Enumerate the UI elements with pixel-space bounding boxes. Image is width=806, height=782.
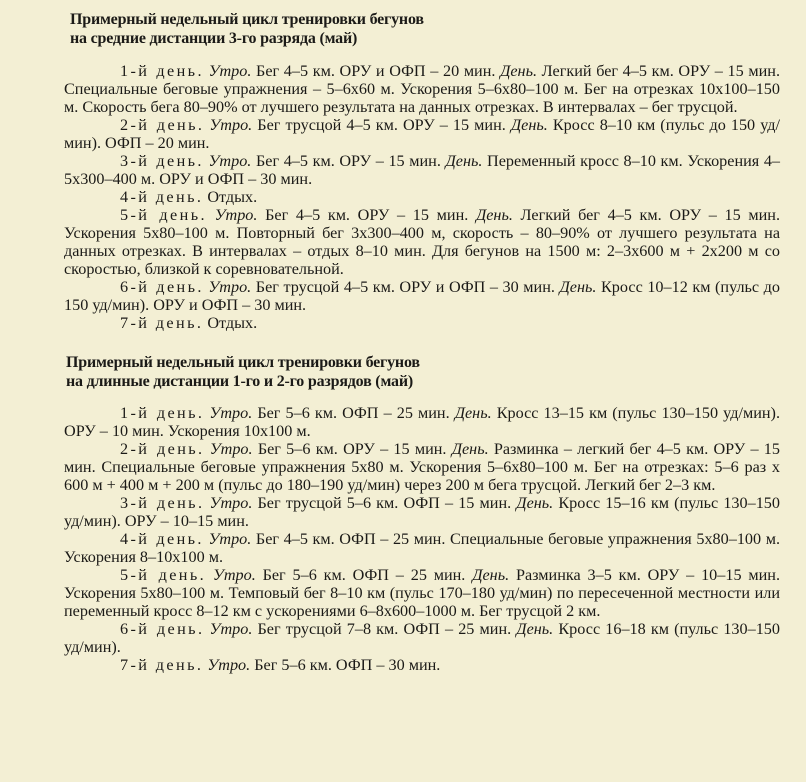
day-paragraph [64,314,780,332]
workout-text: Бег трусцой 4–5 км. ОРУ – 15 мин. [252,116,511,134]
workout-text: Бег 5–6 км. ОФП – 25 мин. [252,404,455,422]
time-of-day: День. [510,116,548,134]
day-label: 5-й день. [120,566,207,584]
workout-text: Бег 4–5 км. ОРУ – 15 мин. [257,206,476,224]
day-paragraph [64,404,780,440]
time-of-day: День. [472,566,510,584]
workout-text: Бег 4–5 км. ОРУ и ОФП – 20 мин. [251,62,501,80]
workout-text: Бег трусцой 5–6 км. ОФП – 15 мин. [252,494,517,512]
section-middle-distance [64,10,780,332]
workout-text: Отдых. [207,314,258,332]
time-of-day: Утро. [208,62,252,80]
workout-text: Бег 5–6 км. ОРУ – 15 мин. [252,440,452,458]
day-paragraph [64,152,780,188]
title-line: на длинные дистанции 1-го и 2-го разрядов (май) [66,373,413,390]
workout-text: Бег 4–5 км. ОФП – 25 мин. Специальные беговые упражнения 5x80–100 м. Ускорения 8–10x100 м. [64,530,781,566]
time-of-day: Утро. [212,566,256,584]
section-long-distance [64,353,780,674]
title-line: Примерный недельный цикл тренировки бегунов [70,11,424,28]
time-of-day: День. [454,404,492,422]
time-of-day: Утро. [208,278,252,296]
time-of-day: Утро. [209,440,253,458]
time-of-day: Утро. [208,530,252,548]
time-of-day: Утро. [209,404,253,422]
time-of-day: День. [445,152,483,170]
day-label: 3-й день. [120,494,205,512]
workout-text: Бег 5–6 км. ОФП – 25 мин. [255,566,473,584]
day-paragraph [64,116,780,152]
workout-text: Бег трусцой 7–8 км. ОФП – 25 мин. [252,620,517,638]
time-of-day: Утро. [207,656,251,674]
workout-text: Бег трусцой 4–5 км. ОРУ и ОФП – 30 мин. [251,278,560,296]
time-of-day: День. [516,494,554,512]
day-list [64,62,780,332]
workout-text: Кросс 15–16 км (пульс 130–150 уд/мин). ОРУ – 10–15 мин. [64,494,780,530]
day-paragraph [64,656,780,674]
workout-text: Бег 5–6 км. ОФП – 30 мин. [250,656,441,674]
time-of-day: День. [500,62,538,80]
time-of-day: Утро. [214,206,258,224]
day-label: 5-й день. [120,206,207,224]
day-label: 3-й день. [120,152,204,170]
time-of-day: День. [559,278,597,296]
day-paragraph [64,440,780,494]
workout-text: Переменный кросс 8–10 км. Ускорения 4–5x300–400 м. ОРУ и ОФП – 30 мин. [64,152,781,188]
time-of-day: Утро. [209,494,253,512]
workout-text: Кросс 16–18 км (пульс 130–150 уд/мин). [64,620,780,656]
day-label: 4-й день. [120,188,204,206]
day-label: 6-й день. [120,620,205,638]
day-list [64,404,780,674]
day-paragraph [64,530,780,566]
workout-text: Бег 4–5 км. ОРУ – 15 мин. [251,152,446,170]
day-label: 7-й день. [120,314,204,332]
workout-text: Кросс 10–12 км (пульс до 150 уд/мин). ОРУ и ОФП – 30 мин. [64,278,780,314]
section-title [70,10,780,48]
day-label: 6-й день. [120,278,204,296]
time-of-day: Утро. [209,116,253,134]
workout-text: Отдых. [207,188,258,206]
workout-text: Легкий бег 4–5 км. ОРУ – 15 мин. Специальные беговые упражнения – 5–6x60 м. Ускорения 5–6x80–100 м. Бег на отрезках 10x100–150 м. Скорость бега 80–90% от лучшего результата на данных отрезках. В интервалах – бег трусцой. [64,62,780,116]
workout-text: Разминка – легкий бег 4–5 км. ОРУ – 15 мин. Специальные беговые упражнения 5x80 м. Ускорения 5–6x80–100 м. Бег на отрезках: 5–6 раз x 600 м + 400 м + 200 м (пульс до 180–190 уд/мин) через 200 м бега трусцой. Легкий бег 2–3 км. [64,440,780,494]
time-of-day: Утро. [209,620,253,638]
day-paragraph [64,278,780,314]
workout-text: Легкий бег 4–5 км. ОРУ – 15 мин. Ускорения 5x80–100 м. Повторный бег 3x300–400 м, скорость – 80–90% от лучшего результата на данных отрезках. В интервалах – отдых 8–10 мин. Для бегунов на 1500 м: 2–3x600 м + 2x200 м со скоростью, близкой к соревновательной. [64,206,781,278]
workout-text: Кросс 8–10 км (пульс до 150 уд/мин). ОФП – 20 мин. [64,116,781,152]
day-label: 1-й день. [120,404,205,422]
day-paragraph [64,188,780,206]
day-label: 7-й день. [120,656,204,674]
day-label: 2-й день. [120,440,205,458]
time-of-day: День. [475,206,513,224]
time-of-day: Утро. [208,152,252,170]
day-paragraph [64,494,780,530]
title-line: на средние дистанции 3-го разряда (май) [70,30,358,47]
day-label: 2-й день. [120,116,205,134]
day-paragraph [64,62,780,116]
day-paragraph [64,566,780,620]
time-of-day: День. [451,440,489,458]
section-title [66,353,780,391]
day-label: 4-й день. [120,530,204,548]
workout-text: Кросс 13–15 км (пульс 130–150 уд/мин). ОРУ – 10 мин. Ускорения 10x100 м. [64,404,780,440]
day-paragraph [64,620,780,656]
day-label: 1-й день. [120,62,204,80]
workout-text: Разминка 3–5 км. ОРУ – 10–15 мин. Ускорения 5x80–100 м. Темповый бег 8–10 км (пульс 170–180 уд/мин) по пересеченной местности или переменный кросс 8–12 км с ускорениями 6–8x600–1000 м. Бег трусцой 2 км. [64,566,781,620]
day-paragraph [64,206,780,278]
time-of-day: День. [516,620,554,638]
title-line: Примерный недельный цикл тренировки бегунов [66,354,420,371]
